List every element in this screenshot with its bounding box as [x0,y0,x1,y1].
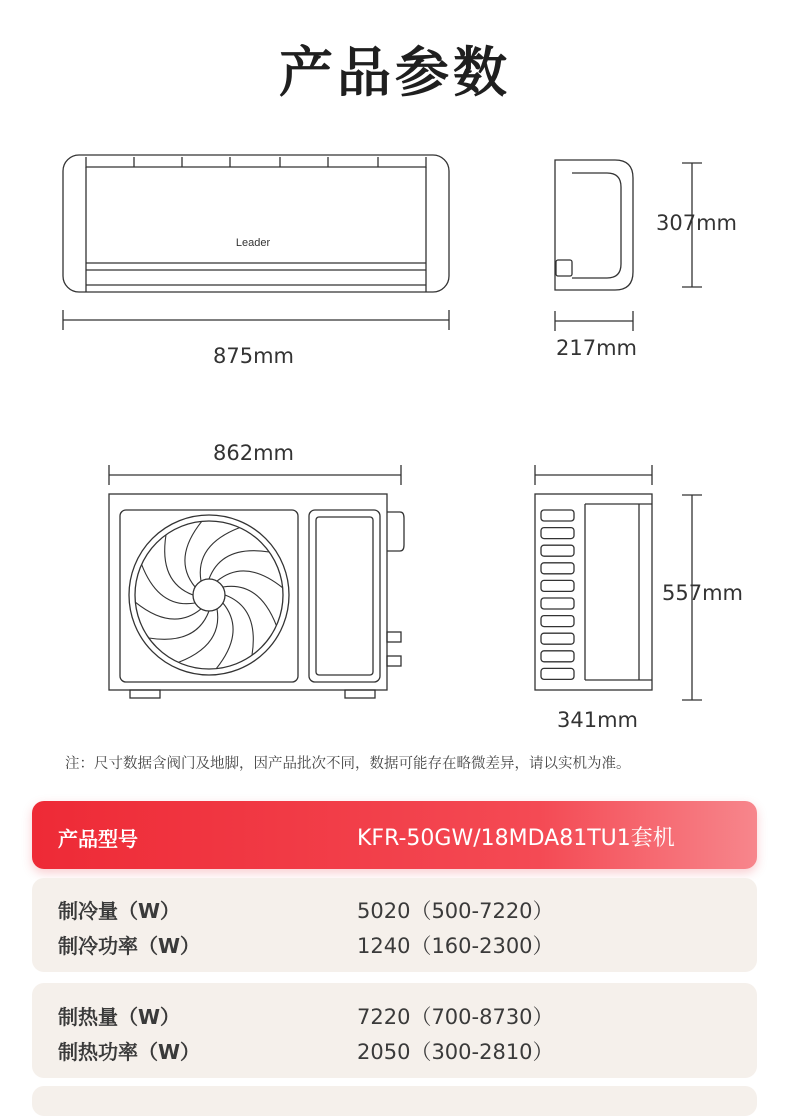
cooling-capacity-label: 制冷量（W） [58,899,181,923]
spec-row-next [32,1086,757,1116]
side-vent-slat [541,510,574,521]
fan-blade [216,603,233,669]
side-vent-slat [541,651,574,662]
outdoor-width-label: 862mm [213,441,294,465]
cooling-power-value: 1240（160-2300） [357,934,554,958]
fan-blade [185,521,202,587]
indoor-unit-front-drawing [63,155,449,292]
indoor-depth-label: 217mm [556,336,637,360]
outdoor-depth-label: 341mm [557,708,638,732]
fan-blade [135,602,201,619]
side-vent-slat [541,528,574,539]
indoor-width-label: 875mm [213,344,294,368]
side-vent-slat [541,668,574,679]
fan-blade [217,571,283,588]
spec-row-cooling [32,878,757,972]
indoor-height-label: 307mm [656,211,737,235]
model-value: KFR-50GW/18MDA81TU1套机 [357,826,675,851]
outdoor-unit-front-drawing [109,494,404,698]
side-vent-slat [541,598,574,609]
indoor-unit-side-drawing [555,160,633,290]
model-label: 产品型号 [58,827,138,851]
side-vent-slat [541,563,574,574]
outdoor-unit-side-drawing [535,494,652,690]
outdoor-height-label: 557mm [662,581,743,605]
heating-capacity-label: 制热量（W） [58,1005,181,1029]
heating-capacity-value: 7220（700-8730） [357,1005,554,1029]
spec-row-heating [32,983,757,1078]
indoor-brand-logo: Leader [235,237,271,249]
spec-header-row [32,801,757,869]
side-vent-slat [541,616,574,627]
heating-power-value: 2050（300-2810） [357,1040,554,1064]
side-vent-slat [541,633,574,644]
dimension-note: 注：尺寸数据含阀门及地脚，因产品批次不同，数据可能存在略微差异，请以实机为准。 [65,756,631,772]
cooling-capacity-value: 5020（500-7220） [357,899,554,923]
heating-power-label: 制热功率（W） [58,1040,201,1064]
cooling-power-label: 制冷功率（W） [58,934,201,958]
side-vent-slat [541,580,574,591]
page-title: 产品参数 [279,41,511,104]
side-vent-slat [541,545,574,556]
